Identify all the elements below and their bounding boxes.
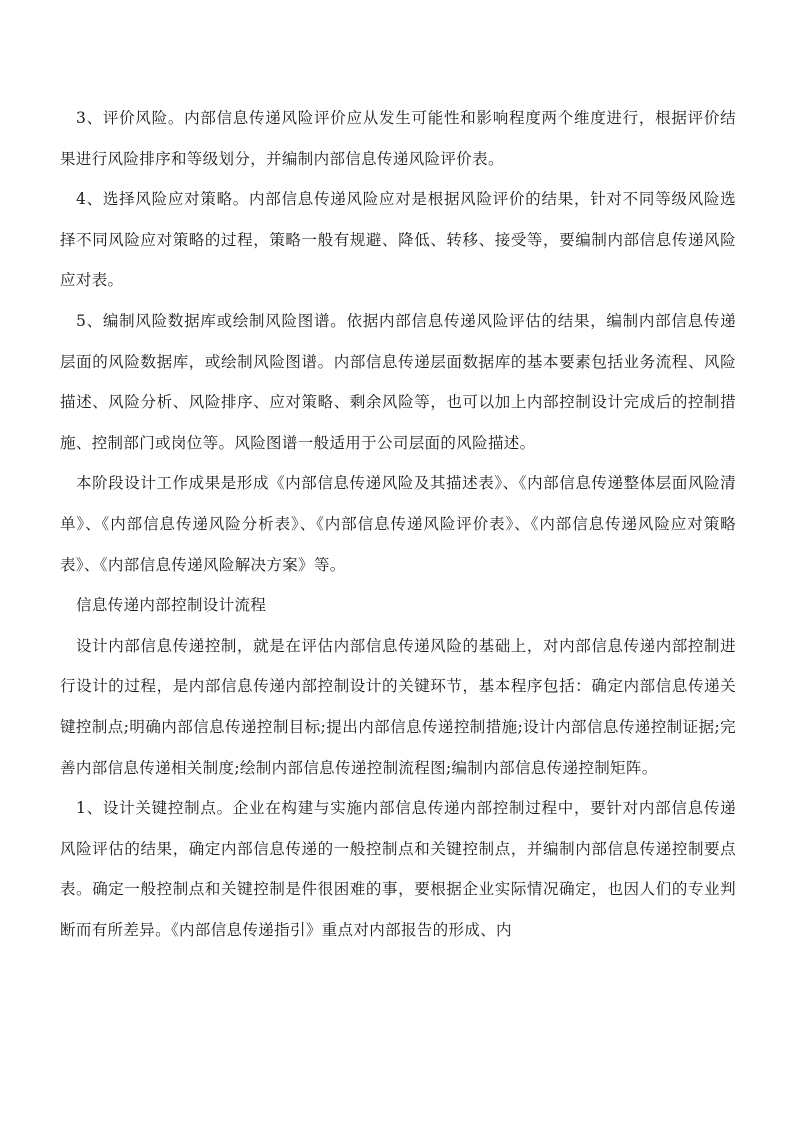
paragraph-evaluate-risk: 3、评价风险。内部信息传递风险评价应从发生可能性和影响程度两个维度进行，根据评价结果进行风险排序和等级划分，并编制内部信息传递风险评价表。 bbox=[60, 109, 736, 168]
document-body bbox=[60, 98, 736, 950]
paragraph-risk-database: 5、编制风险数据库或绘制风险图谱。依据内部信息传递风险评估的结果，编制内部信息传递层面的风险数据库，或绘制风险图谱。内部信息传递层面数据库的基本要素包括业务流程、风险描述、风险分析、风险排序、应对策略、剩余风险等，也可以加上内部控制设计完成后的控制措施、控制部门或岗位等。风险图谱一般适用于公司层面的风险描述。 bbox=[60, 311, 736, 452]
paragraph-key-control-points: 1、设计关键控制点。企业在构建与实施内部信息传递内部控制过程中，要针对内部信息传递风险评估的结果，确定内部信息传递的一般控制点和关键控制点，并编制内部信息传递控制要点表。确定一般控制点和关键控制是件很困难的事，要根据企业实际情况确定，也因人们的专业判断而有所差异。《内部信息传递指引》重点对内部报告的形成、内 bbox=[60, 799, 736, 939]
section-heading: 信息传递内部控制设计流程 bbox=[76, 596, 267, 615]
paragraph-risk-response-strategy: 4、选择风险应对策略。内部信息传递风险应对是根据风险评价的结果，针对不同等级风险选择不同风险应对策略的过程，策略一般有规避、降低、转移、接受等，要编制内部信息传递风险应对表。 bbox=[60, 190, 736, 290]
paragraph-stage-deliverables: 本阶段设计工作成果是形成《内部信息传递风险及其描述表》、《内部信息传递整体层面风险清单》、《内部信息传递风险分析表》、《内部信息传递风险评价表》、《内部信息传递风险应对策略表》、《内部信息传递风险解决方案》等。 bbox=[60, 474, 736, 574]
paragraph-control-design-intro: 设计内部信息传递控制，就是在评估内部信息传递风险的基础上，对内部信息传递内部控制进行设计的过程，是内部信息传递内部控制设计的关键环节，基本程序包括：确定内部信息传递关键控制点;明确内部信息传递控制目标;提出内部信息传递控制措施;设计内部信息传递控制证据;完善内部信息传递相关制度;绘制内部信息传递控制流程图;编制内部信息传递控制矩阵。 bbox=[60, 636, 736, 777]
